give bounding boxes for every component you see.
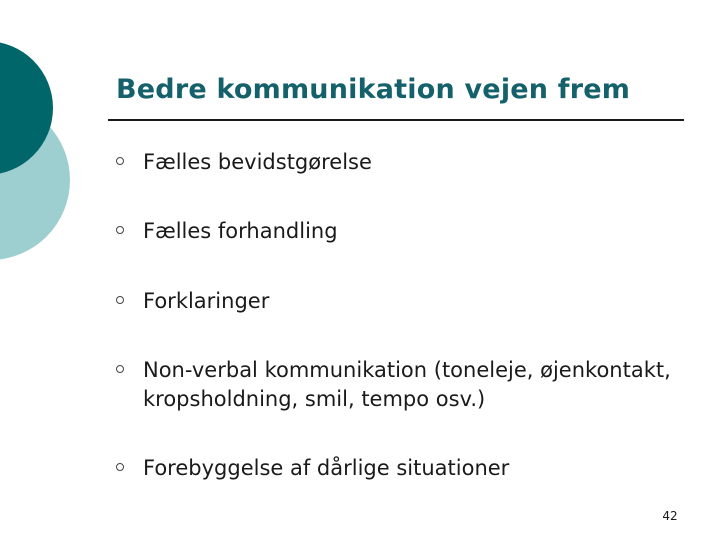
bullet-text: Forebyggelse af dårlige situationer	[143, 456, 510, 480]
bullet-text: Forklaringer	[143, 289, 270, 313]
bullet-circle-icon	[116, 463, 124, 471]
bullet-text: Non-verbal kommunikation (toneleje, øjenkontakt, kropsholdning, smil, tempo osv.)	[143, 358, 671, 411]
bullet-circle-icon	[116, 157, 124, 165]
bullet-circle-icon	[116, 226, 124, 234]
page-number: 42	[662, 509, 678, 523]
bullet-text: Fælles forhandling	[143, 219, 338, 243]
title-underline	[108, 119, 684, 121]
bullet-circle-icon	[116, 365, 124, 373]
bullet-text: Fælles bevidstgørelse	[143, 150, 372, 174]
bullet-circle-icon	[116, 296, 124, 304]
slide-title: Bedre kommunikation vejen frem	[116, 74, 631, 105]
decorative-circles	[0, 0, 120, 320]
